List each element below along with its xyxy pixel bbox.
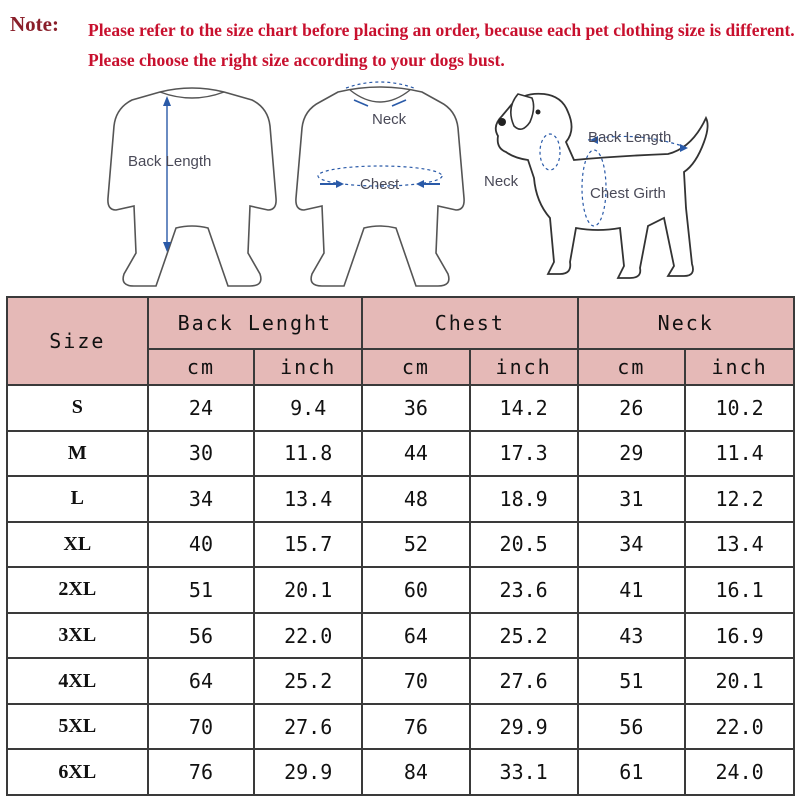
value-cell: 41 <box>578 567 686 613</box>
table-row <box>7 522 794 568</box>
value-cell: 34 <box>148 476 255 522</box>
value-cell: 25.2 <box>254 658 362 704</box>
value-cell: 44 <box>362 431 470 477</box>
value-cell: 24 <box>148 385 255 431</box>
value-cell: 52 <box>362 522 470 568</box>
value-cell: 20.1 <box>685 658 794 704</box>
value-cell: 10.2 <box>685 385 794 431</box>
value-cell: 22.0 <box>254 613 362 659</box>
table-row <box>7 476 794 522</box>
value-cell: 30 <box>148 431 255 477</box>
value-cell: 25.2 <box>470 613 578 659</box>
table-row <box>7 658 794 704</box>
size-cell: 6XL <box>7 749 148 795</box>
value-cell: 14.2 <box>470 385 578 431</box>
value-cell: 51 <box>578 658 686 704</box>
neck-header: Neck <box>578 297 794 349</box>
size-cell: 5XL <box>7 704 148 750</box>
value-cell: 51 <box>148 567 255 613</box>
garment-back-view <box>100 78 285 290</box>
table-row <box>7 749 794 795</box>
table-row <box>7 613 794 659</box>
table-row <box>7 567 794 613</box>
unit-header: inch <box>254 349 362 385</box>
value-cell: 60 <box>362 567 470 613</box>
table-row <box>7 704 794 750</box>
size-cell: 2XL <box>7 567 148 613</box>
size-cell: XL <box>7 522 148 568</box>
value-cell: 16.9 <box>685 613 794 659</box>
unit-header: cm <box>148 349 255 385</box>
dog-chest-girth-label: Chest Girth <box>590 185 666 202</box>
chest-header: Chest <box>362 297 577 349</box>
value-cell: 20.1 <box>254 567 362 613</box>
value-cell: 56 <box>578 704 686 750</box>
unit-header: inch <box>470 349 578 385</box>
value-cell: 40 <box>148 522 255 568</box>
value-cell: 76 <box>362 704 470 750</box>
value-cell: 31 <box>578 476 686 522</box>
garment-front-view <box>288 78 473 290</box>
value-cell: 22.0 <box>685 704 794 750</box>
value-cell: 16.1 <box>685 567 794 613</box>
size-cell: L <box>7 476 148 522</box>
back-length-header: Back Lenght <box>148 297 362 349</box>
value-cell: 70 <box>148 704 255 750</box>
value-cell: 48 <box>362 476 470 522</box>
value-cell: 11.4 <box>685 431 794 477</box>
measurement-illustrations <box>0 78 800 293</box>
value-cell: 17.3 <box>470 431 578 477</box>
value-cell: 33.1 <box>470 749 578 795</box>
value-cell: 64 <box>148 658 255 704</box>
unit-header: cm <box>578 349 686 385</box>
header-row <box>7 297 794 349</box>
value-cell: 11.8 <box>254 431 362 477</box>
value-cell: 36 <box>362 385 470 431</box>
value-cell: 29.9 <box>254 749 362 795</box>
value-cell: 15.7 <box>254 522 362 568</box>
note-label: Note: <box>10 12 59 36</box>
value-cell: 27.6 <box>470 658 578 704</box>
size-cell: 3XL <box>7 613 148 659</box>
value-cell: 9.4 <box>254 385 362 431</box>
front-neck-label: Neck <box>372 111 407 128</box>
value-cell: 18.9 <box>470 476 578 522</box>
value-cell: 20.5 <box>470 522 578 568</box>
back-length-label: Back Length <box>128 153 212 170</box>
value-cell: 23.6 <box>470 567 578 613</box>
size-chart-table <box>6 296 795 796</box>
unit-header: inch <box>685 349 794 385</box>
value-cell: 56 <box>148 613 255 659</box>
value-cell: 29.9 <box>470 704 578 750</box>
value-cell: 64 <box>362 613 470 659</box>
value-cell: 12.2 <box>685 476 794 522</box>
value-cell: 29 <box>578 431 686 477</box>
size-header: Size <box>7 297 148 385</box>
value-cell: 43 <box>578 613 686 659</box>
value-cell: 13.4 <box>254 476 362 522</box>
dog-neck-label: Neck <box>484 173 519 190</box>
dog-illustration <box>478 78 718 290</box>
value-cell: 70 <box>362 658 470 704</box>
unit-header: cm <box>362 349 470 385</box>
note-text: Please refer to the size chart before placing an order, because each pet clothing size is different. Please choose the right size according to your dogs bust. <box>88 20 795 70</box>
value-cell: 34 <box>578 522 686 568</box>
value-cell: 27.6 <box>254 704 362 750</box>
value-cell: 76 <box>148 749 255 795</box>
value-cell: 24.0 <box>685 749 794 795</box>
size-cell: S <box>7 385 148 431</box>
table-row <box>7 431 794 477</box>
dog-back-length-label: Back Length <box>588 129 672 146</box>
size-cell: M <box>7 431 148 477</box>
value-cell: 61 <box>578 749 686 795</box>
size-cell: 4XL <box>7 658 148 704</box>
value-cell: 26 <box>578 385 686 431</box>
table-row <box>7 385 794 431</box>
value-cell: 13.4 <box>685 522 794 568</box>
value-cell: 84 <box>362 749 470 795</box>
front-chest-label: Chest <box>360 176 400 193</box>
